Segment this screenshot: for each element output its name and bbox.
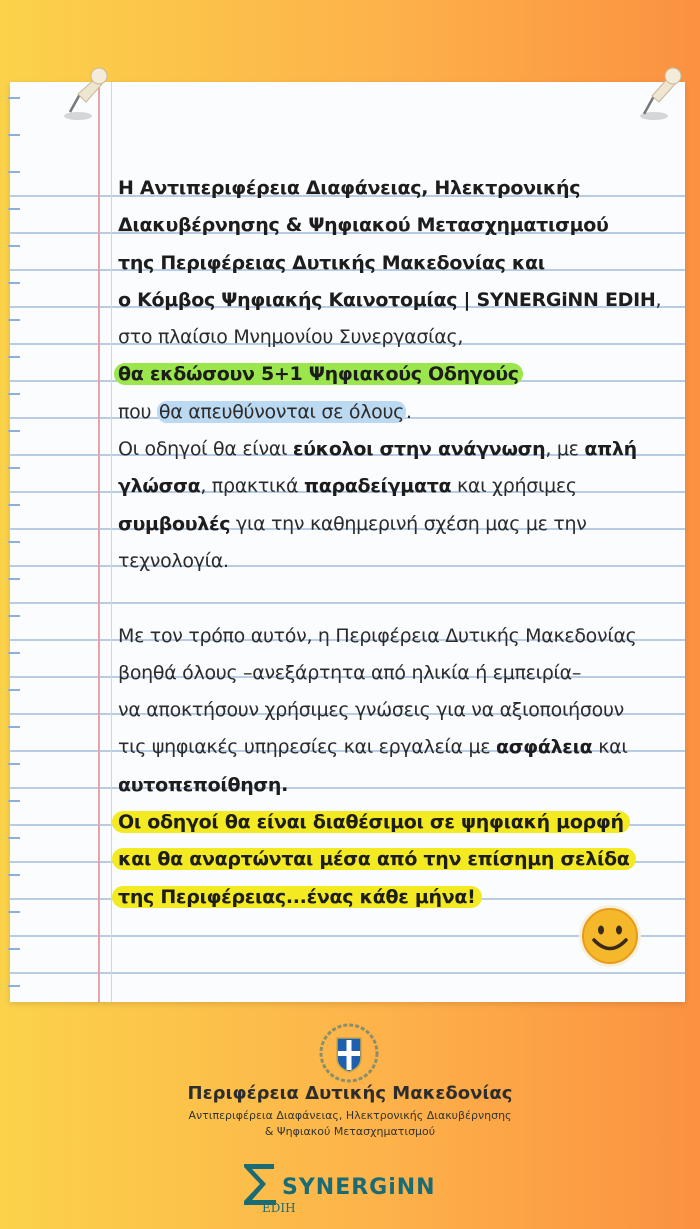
paper-edge-tick [8,726,20,728]
org-subtitle-line: & Ψηφιακού Μετασχηματισμού [264,1125,436,1138]
org-subtitle-line: Αντιπεριφέρεια Διαφάνειας, Ηλεκτρονικής Διακυβέρνησης [188,1109,512,1122]
text-line: στο πλαίσιο Μνημονίου Συνεργασίας, [118,326,464,349]
paper-edge-tick [8,430,20,432]
paper-edge-tick [8,541,20,543]
highlight-blue: θα απευθύνονται σε όλους [158,400,405,423]
text-line [118,356,678,393]
paper-edge-tick [8,467,20,469]
text-line: να αποκτήσουν χρήσιμες γνώσεις για να αξιοποιήσουν [118,699,624,722]
paper-edge-tick [8,763,20,765]
svg-text:EDIH: EDIH [262,1201,296,1214]
synerginn-edih-logo [240,1158,460,1214]
paper-edge-tick [8,504,20,506]
paper-edge-tick [8,689,20,691]
paper-edge-tick [8,245,20,247]
paper-edge-tick [8,356,20,358]
bold-fragment: απλή [584,438,637,461]
highlight-yellow: Οι οδηγοί θα είναι διαθέσιμοι σε ψηφιακή μορφή [112,811,630,833]
highlight-yellow: και θα αναρτώνται μέσα από την επίσημη σελίδα [112,848,636,870]
paper-edge-tick [8,134,20,136]
paper-edge-tick [8,874,20,876]
paper-edge-tick [8,578,20,580]
highlight-yellow: της Περιφέρειας...ένας κάθε μήνα! [112,886,482,908]
edih-name: ο Κόμβος Ψηφιακής Καινοτομίας | SYNERGiNN EDIH [118,288,656,311]
paragraph-gap [118,580,678,617]
text-line: βοηθά όλους –ανεξάρτητα από ηλικία ή εμπειρία– [118,661,582,684]
paper-edge-tick [8,985,20,987]
text-line [118,804,678,841]
paper-edge-tick [8,652,20,654]
text-line [118,506,678,543]
bold-fragment: παραδείγματα [303,475,452,498]
text-line [118,729,678,766]
text-line: Η Αντιπεριφέρεια Διαφάνειας, Ηλεκτρονικής [118,177,581,199]
paper-edge-tick [8,97,20,99]
org-title: Περιφέρεια Δυτικής Μακεδονίας [187,1083,513,1104]
text-fragment: , πρακτικά [200,475,304,498]
org-subtitle [0,1108,700,1140]
text-line: τεχνολογία. [118,549,229,572]
text-line: της Περιφέρειας Δυτικής Μακεδονίας και [118,251,545,274]
smiley-face-icon [577,903,643,969]
paper-edge-tick [8,837,20,839]
bold-fragment: συμβουλές [118,512,231,535]
text-line: Διακυβέρνησης & Ψηφιακού Μετασχηματισμού [118,214,609,237]
paper-edge-tick [8,615,20,617]
paper-edge-tick [8,282,20,284]
svg-text:SYNERGiNN: SYNERGiNN [282,1175,436,1200]
paper-edge-tick [8,393,20,395]
text-fragment: και [592,736,628,759]
text-line: Με τον τρόπο αυτόν, η Περιφέρεια Δυτικής Μακεδονίας [118,624,637,647]
text-line [118,841,678,878]
text-fragment: τις ψηφιακές υπηρεσίες και εργαλεία με [118,736,497,759]
greek-coat-of-arms-icon [318,1022,380,1084]
paper-edge-tick [8,319,20,321]
text-fragment: . [406,400,412,423]
text-fragment: Οι οδηγοί θα είναι [118,438,293,461]
letter-body [118,170,678,916]
margin-line-secondary [111,82,112,1002]
bold-fragment: ασφάλεια [496,736,593,759]
text-line [118,282,678,319]
push-pin-icon [52,64,112,124]
paper-edge-tick [8,171,20,173]
bold-fragment: γλώσσα [118,475,201,498]
bold-fragment: εύκολοι στην ανάγνωση [292,438,546,461]
paper-edge-tick [8,208,20,210]
text-line [118,431,678,468]
text-fragment: για την καθημερινή σχέση μας με την [230,512,587,535]
text-fragment: , με [545,438,585,461]
text-line [118,394,678,431]
margin-line [98,82,100,1002]
paper-edge-tick [8,800,20,802]
paper-edge-tick [8,948,20,950]
text-line: αυτοπεποίθηση. [118,773,289,796]
text-fragment: , [655,288,662,311]
push-pin-icon [628,64,688,124]
text-fragment: που [118,400,157,423]
text-line [118,468,678,505]
text-fragment: και χρήσιμες [451,475,577,498]
paper-edge-tick [8,911,20,913]
highlight-green: θα εκδώσουν 5+1 Ψηφιακούς Οδηγούς [114,363,523,385]
